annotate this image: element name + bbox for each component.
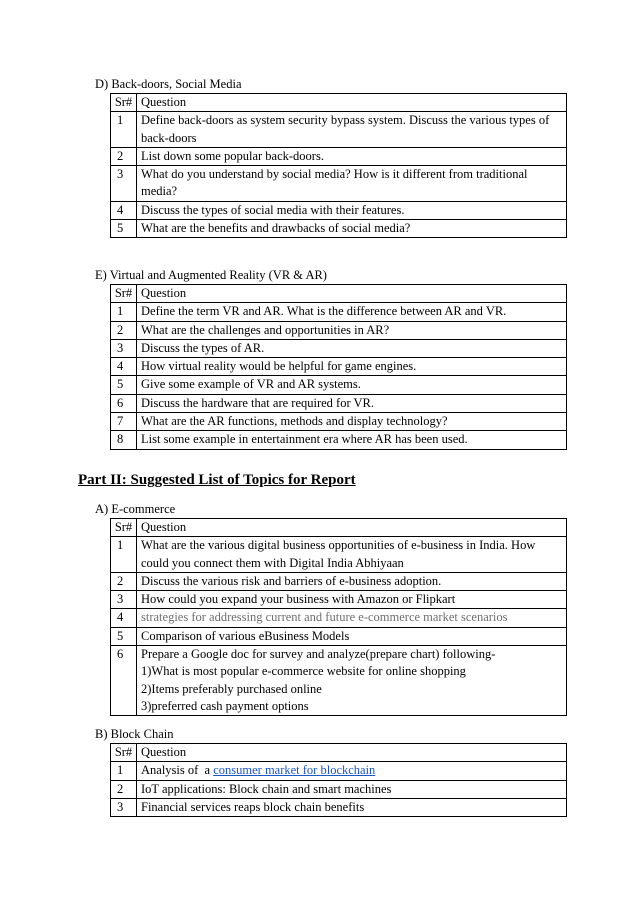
blockchain-market-link[interactable]: consumer market for blockchain — [213, 763, 376, 778]
section-title-ecommerce: A) E-commerce — [95, 502, 176, 516]
table-row — [111, 798, 567, 816]
table-row — [111, 431, 567, 449]
row-sr: 3 — [111, 591, 137, 609]
blockchain-table — [110, 743, 567, 817]
table-row — [111, 537, 567, 573]
header-question: Question — [137, 519, 567, 537]
header-sr: Sr# — [111, 519, 137, 537]
row-question: What are the benefits and drawbacks of social media? — [137, 220, 567, 238]
question-text: Analysis of a — [141, 763, 214, 778]
section-title-backdoors: D) Back-doors, Social Media — [95, 77, 242, 91]
row-question: Discuss the types of social media with their features. — [137, 201, 567, 219]
row-question: strategies for addressing current and future e-commerce market scenarios — [137, 609, 567, 627]
header-question: Question — [137, 94, 567, 112]
question-line: 2)Items preferably purchased online — [141, 681, 322, 696]
table-row — [111, 112, 567, 148]
table-row — [111, 376, 567, 394]
row-sr: 3 — [111, 798, 137, 816]
row-sr: 1 — [111, 762, 137, 780]
section-title-blockchain: B) Block Chain — [95, 727, 174, 741]
row-question: Define back-doors as system security bypass system. Discuss the various types of back-doors — [137, 112, 567, 148]
row-sr: 1 — [111, 112, 137, 148]
header-sr: Sr# — [111, 744, 137, 762]
table-row — [111, 627, 567, 645]
table-header-row — [111, 94, 567, 112]
backdoors-table — [110, 93, 567, 238]
table-row — [111, 762, 567, 780]
row-sr: 1 — [111, 303, 137, 321]
question-line: Prepare a Google doc for survey and analyze(prepare chart) following- — [141, 647, 496, 662]
part-two-heading: Part II: Suggested List of Topics for Report — [78, 472, 356, 488]
row-question: Give some example of VR and AR systems. — [137, 376, 567, 394]
row-sr: 3 — [111, 166, 137, 202]
header-question: Question — [137, 285, 567, 303]
table-row — [111, 166, 567, 202]
table-row — [111, 780, 567, 798]
section-title-vr-ar: E) Virtual and Augmented Reality (VR & AR) — [95, 268, 327, 282]
table-row — [111, 358, 567, 376]
table-row — [111, 220, 567, 238]
row-sr: 4 — [111, 609, 137, 627]
table-row — [111, 201, 567, 219]
table-row — [111, 394, 567, 412]
table-row — [111, 303, 567, 321]
row-question: List down some popular back-doors. — [137, 147, 567, 165]
row-sr: 8 — [111, 431, 137, 449]
table-header-row — [111, 285, 567, 303]
row-question: Discuss the hardware that are required for VR. — [137, 394, 567, 412]
row-sr: 7 — [111, 413, 137, 431]
row-sr: 4 — [111, 358, 137, 376]
row-sr: 4 — [111, 201, 137, 219]
vr-ar-table — [110, 284, 567, 450]
ecommerce-table — [110, 518, 567, 716]
row-question: IoT applications: Block chain and smart machines — [137, 780, 567, 798]
row-question: Comparison of various eBusiness Models — [137, 627, 567, 645]
table-row — [111, 646, 567, 716]
row-sr: 2 — [111, 780, 137, 798]
row-question: How virtual reality would be helpful for game engines. — [137, 358, 567, 376]
row-question: Define the term VR and AR. What is the difference between AR and VR. — [137, 303, 567, 321]
row-sr: 5 — [111, 376, 137, 394]
row-sr: 6 — [111, 394, 137, 412]
row-question: Discuss the types of AR. — [137, 339, 567, 357]
row-question: What are the AR functions, methods and display technology? — [137, 413, 567, 431]
row-sr: 2 — [111, 321, 137, 339]
header-sr: Sr# — [111, 94, 137, 112]
table-row — [111, 147, 567, 165]
row-question: What do you understand by social media? How is it different from traditional media? — [137, 166, 567, 202]
row-sr: 2 — [111, 572, 137, 590]
row-sr: 6 — [111, 646, 137, 716]
row-question — [137, 646, 567, 716]
row-sr: 5 — [111, 627, 137, 645]
header-sr: Sr# — [111, 285, 137, 303]
row-question: List some example in entertainment era where AR has been used. — [137, 431, 567, 449]
table-row — [111, 609, 567, 627]
row-question: What are the various digital business opportunities of e-business in India. How could you connect them with Digital India Abhiyaan — [137, 537, 567, 573]
row-sr: 3 — [111, 339, 137, 357]
table-row — [111, 591, 567, 609]
row-question — [137, 762, 567, 780]
table-row — [111, 572, 567, 590]
table-header-row — [111, 744, 567, 762]
row-sr: 5 — [111, 220, 137, 238]
row-sr: 2 — [111, 147, 137, 165]
header-question: Question — [137, 744, 567, 762]
row-sr: 1 — [111, 537, 137, 573]
table-row — [111, 339, 567, 357]
question-line: 1)What is most popular e-commerce website for online shopping — [141, 664, 466, 679]
table-header-row — [111, 519, 567, 537]
row-question: Discuss the various risk and barriers of e-business adoption. — [137, 572, 567, 590]
table-row — [111, 413, 567, 431]
row-question: How could you expand your business with Amazon or Flipkart — [137, 591, 567, 609]
row-question: Financial services reaps block chain benefits — [137, 798, 567, 816]
row-question: What are the challenges and opportunities in AR? — [137, 321, 567, 339]
table-row — [111, 321, 567, 339]
question-line: 3)preferred cash payment options — [141, 698, 309, 713]
